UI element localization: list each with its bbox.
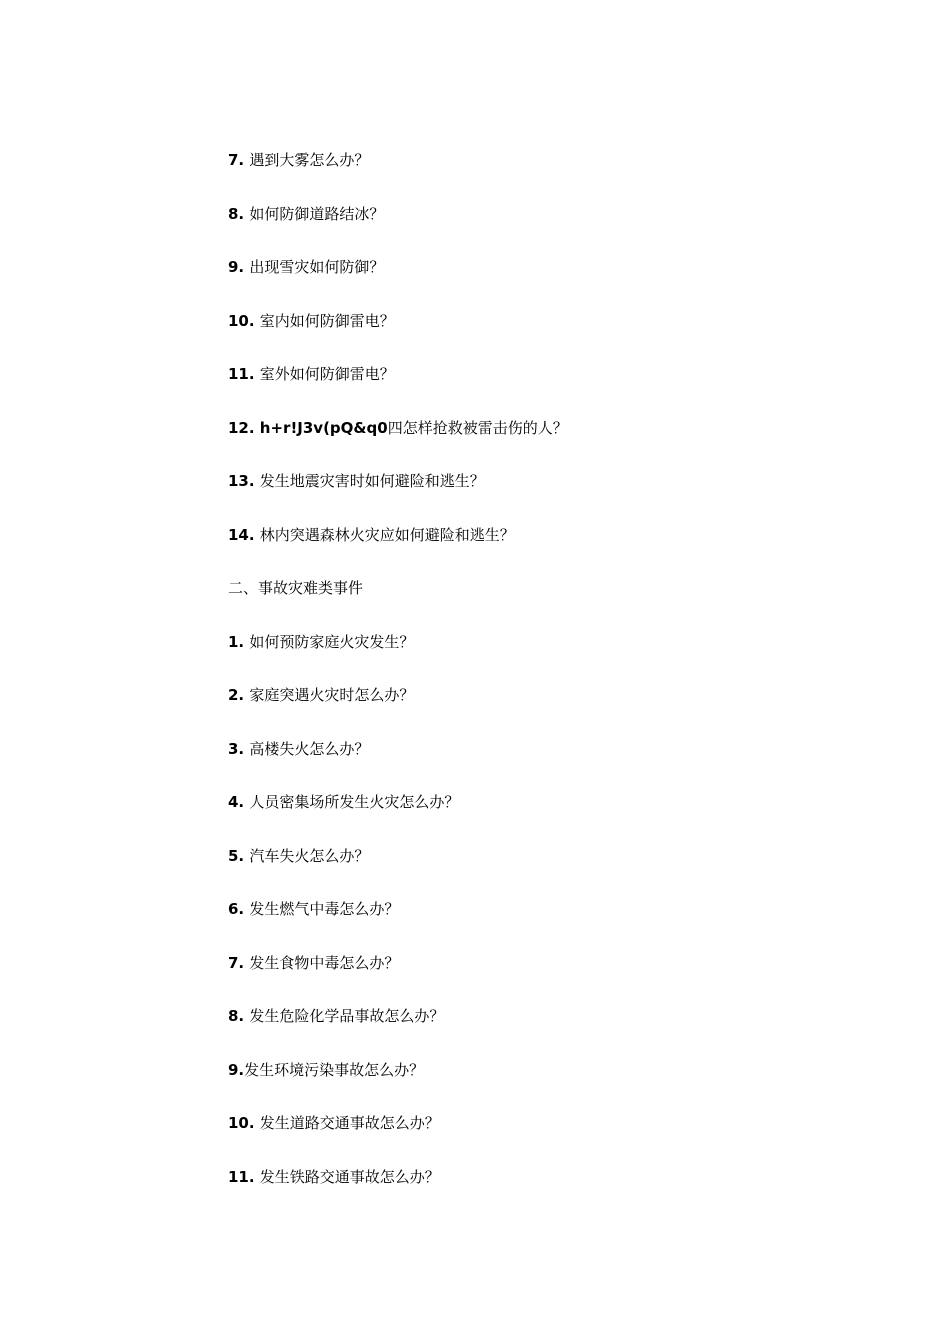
item-text: 发生环境污染事故怎么办？ [244, 1061, 425, 1079]
item-number: 9. [228, 258, 250, 276]
list-item [228, 790, 459, 814]
item-text: 家庭突遇火灾时怎么办？ [249, 686, 415, 704]
list-item [228, 148, 369, 172]
item-number: 4. [228, 793, 250, 811]
item-text: 汽车失火怎么办？ [249, 847, 370, 865]
item-number: 6. [228, 900, 250, 918]
item-text: 如何预防家庭火灾发生？ [249, 633, 415, 651]
item-number: 5. [228, 847, 250, 865]
item-number: 7. [228, 954, 250, 972]
list-item [228, 1004, 444, 1028]
list-item [228, 469, 485, 493]
list-item [228, 630, 414, 654]
item-text: 人员密集场所发生火灾怎么办？ [249, 793, 460, 811]
item-text: 高楼失火怎么办？ [249, 740, 370, 758]
list-item [228, 1165, 440, 1189]
item-number: 8. [228, 205, 250, 223]
item-number: 1. [228, 633, 250, 651]
item-text: 发生危险化学品事故怎么办？ [249, 1007, 445, 1025]
item-number: 2. [228, 686, 250, 704]
list-item [228, 844, 369, 868]
item-text: 发生地震灾害时如何避险和逃生？ [259, 472, 485, 490]
item-number: 12. h+r!J3v(pQ&q0 [228, 419, 388, 437]
item-text: 遇到大雾怎么办？ [249, 151, 370, 169]
item-number: 11. [228, 1168, 260, 1186]
item-text: 如何防御道路结冰？ [249, 205, 385, 223]
section-heading-text: 二、事故灾难类事件 [228, 579, 364, 597]
item-text: 室内如何防御雷电？ [259, 312, 395, 330]
item-text: 室外如何防御雷电？ [259, 365, 395, 383]
item-text: 出现雪灾如何防御？ [249, 258, 385, 276]
list-item [228, 416, 568, 440]
list-item [228, 1111, 440, 1135]
list-item [228, 309, 395, 333]
list-item [228, 897, 399, 921]
item-text: 四怎样抢救被雷击伤的人？ [387, 419, 568, 437]
list-item [228, 255, 384, 279]
section-heading [228, 576, 363, 600]
item-text: 林内突遇森林火灾应如何避险和逃生？ [259, 526, 515, 544]
item-text: 发生道路交通事故怎么办？ [259, 1114, 440, 1132]
item-number: 11. [228, 365, 260, 383]
item-text: 发生燃气中毒怎么办？ [249, 900, 400, 918]
list-item [228, 737, 369, 761]
item-number: 7. [228, 151, 250, 169]
list-item [228, 523, 515, 547]
item-number: 3. [228, 740, 250, 758]
list-item [228, 362, 395, 386]
item-number: 10. [228, 312, 260, 330]
item-number: 8. [228, 1007, 250, 1025]
item-text: 发生铁路交通事故怎么办？ [259, 1168, 440, 1186]
list-item [228, 1058, 424, 1082]
list-item [228, 951, 399, 975]
item-number: 14. [228, 526, 260, 544]
list-item [228, 202, 384, 226]
list-item [228, 683, 414, 707]
item-number: 10. [228, 1114, 260, 1132]
item-number: 9. [228, 1061, 245, 1079]
item-number: 13. [228, 472, 260, 490]
item-text: 发生食物中毒怎么办？ [249, 954, 400, 972]
